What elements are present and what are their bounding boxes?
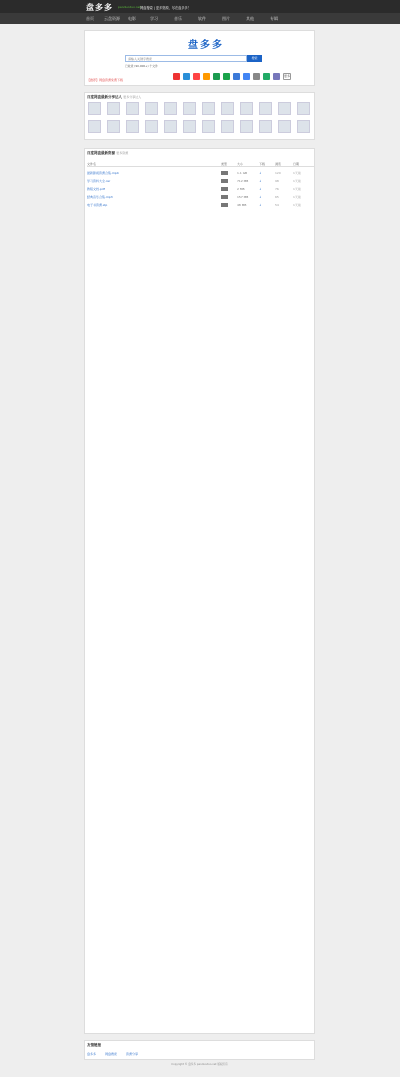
table-row <box>87 177 314 185</box>
avatar[interactable] <box>126 102 139 115</box>
file-name-link[interactable]: 学习资料大全.rar <box>87 179 111 183</box>
col-name: 文件名 <box>87 162 97 166</box>
avatar[interactable] <box>145 120 158 133</box>
avatar[interactable] <box>259 120 272 133</box>
main-nav <box>0 13 400 24</box>
avatar[interactable] <box>183 102 196 115</box>
nav-item-album[interactable]: 专辑 <box>270 16 278 21</box>
site-logo[interactable]: 盘多多 <box>86 3 113 12</box>
table-row <box>87 193 314 201</box>
avatar[interactable] <box>88 120 101 133</box>
search-brand: 盘多多 <box>188 40 224 51</box>
nav-item-home[interactable]: 首页 <box>86 16 94 21</box>
avatar[interactable] <box>278 102 291 115</box>
download-icon[interactable]: ↓ <box>259 179 262 183</box>
site-domain: panduoduo.net <box>118 5 141 9</box>
avatar[interactable] <box>164 102 177 115</box>
file-size: 157 MB <box>237 195 249 199</box>
search-button[interactable]: 搜索 <box>247 55 262 62</box>
index-stats: 已收录 (90,000+) 个文件 <box>125 64 158 68</box>
avatar[interactable] <box>183 120 196 133</box>
download-icon[interactable]: ↓ <box>259 195 262 199</box>
users-panel-title <box>87 95 141 100</box>
share-date: 1天前 <box>293 179 301 183</box>
search-panel <box>84 30 315 86</box>
col-download: 下载 <box>259 162 266 166</box>
nav-item-other[interactable]: 其他 <box>246 16 254 21</box>
kaixin-icon[interactable] <box>233 73 240 80</box>
zhuomian-icon[interactable] <box>253 73 260 80</box>
users-panel <box>84 92 315 140</box>
share-date: 1天前 <box>293 187 301 191</box>
file-type-icon <box>221 203 228 207</box>
file-name-link[interactable]: 电子书资源.zip <box>87 203 108 207</box>
avatar[interactable] <box>202 102 215 115</box>
nav-item-study[interactable]: 学习 <box>150 16 158 21</box>
avatar[interactable] <box>126 120 139 133</box>
resource-list-panel <box>84 148 315 1034</box>
file-type-icon <box>221 179 228 183</box>
col-date: 日期 <box>293 162 300 166</box>
weibo-icon[interactable] <box>193 73 200 80</box>
col-type: 类型 <box>221 162 228 166</box>
friend-link[interactable]: 资源分享 <box>125 1052 138 1056</box>
file-size: 2 MB <box>237 187 245 191</box>
list-title-text: 百度网盘最新资源 <box>87 151 115 155</box>
tieba-icon[interactable] <box>263 73 270 80</box>
weixin-icon[interactable] <box>183 73 190 80</box>
nav-item-software[interactable]: 软件 <box>198 16 206 21</box>
avatar[interactable] <box>278 120 291 133</box>
file-size: 712 MB <box>237 179 249 183</box>
douban-icon[interactable] <box>223 73 230 80</box>
copyright: Copyright © 盘多多 panduoduo.net 版权所有 <box>171 1063 228 1066</box>
footer-panel <box>84 1040 315 1060</box>
download-icon[interactable]: ↓ <box>259 187 262 191</box>
file-size: 1.1 GB <box>237 171 248 175</box>
file-type-icon <box>221 171 228 175</box>
avatar[interactable] <box>240 102 253 115</box>
taobao-icon[interactable] <box>203 73 210 80</box>
table-header <box>87 161 314 167</box>
view-count: 76 <box>275 187 279 191</box>
avatar[interactable] <box>202 120 215 133</box>
friend-link[interactable]: 网盘搜索 <box>104 1052 117 1056</box>
avatar[interactable] <box>145 102 158 115</box>
download-icon[interactable]: ↓ <box>259 203 262 207</box>
nav-item-cloud[interactable]: 云盘资源 <box>104 16 120 21</box>
nav-item-music[interactable]: 音乐 <box>174 16 182 21</box>
friend-links <box>87 1052 146 1056</box>
avatar[interactable] <box>240 120 253 133</box>
table-row <box>87 169 314 177</box>
share-date: 1天前 <box>293 195 301 199</box>
notice-link[interactable]: 【推荐】网盘资源免费下载 <box>87 78 124 82</box>
baidu-icon[interactable] <box>243 73 250 80</box>
view-count: 65 <box>275 195 279 199</box>
avatar[interactable] <box>164 120 177 133</box>
avatar[interactable] <box>259 102 272 115</box>
file-type-icon <box>221 195 228 199</box>
list-panel-title <box>87 151 128 156</box>
nav-item-image[interactable]: 图片 <box>222 16 230 21</box>
file-name-link[interactable]: 经典音乐合集.mp3 <box>87 195 113 199</box>
slogan: 网盘搜索 | 更多资源，尽在盘多多！ <box>140 6 191 10</box>
avatar[interactable] <box>297 102 310 115</box>
table-row <box>87 185 314 193</box>
download-icon[interactable]: ↓ <box>259 171 262 175</box>
avatar[interactable] <box>221 120 234 133</box>
file-name-link[interactable]: 最新影视资源合集.mp4 <box>87 171 119 175</box>
list-more-link[interactable]: 更多资源 <box>116 151 129 155</box>
more-label[interactable]: 更多 <box>284 74 291 78</box>
view-count: 98 <box>275 179 279 183</box>
col-hits: 浏览 <box>275 162 282 166</box>
nav-item-movie[interactable]: 电影 <box>128 16 136 21</box>
users-title-text: 百度网盘最新分享达人 <box>87 95 122 99</box>
avatar[interactable] <box>107 120 120 133</box>
friend-link[interactable]: 盘多多 <box>87 1052 97 1056</box>
share-date: 1天前 <box>293 203 301 207</box>
top-bar <box>0 0 400 13</box>
search-input[interactable] <box>125 55 247 62</box>
renren-icon[interactable] <box>213 73 220 80</box>
table-row <box>87 201 314 209</box>
avatar[interactable] <box>88 102 101 115</box>
more-icon[interactable] <box>273 73 280 80</box>
file-type-icon <box>221 187 228 191</box>
avatar[interactable] <box>297 120 310 133</box>
view-count: 54 <box>275 203 279 207</box>
col-size: 大小 <box>237 162 244 166</box>
share-date: 1天前 <box>293 171 301 175</box>
view-count: 120 <box>275 171 281 175</box>
file-size: 48 MB <box>237 203 247 207</box>
users-more-link[interactable]: 更多分享达人 <box>123 95 142 99</box>
avatar[interactable] <box>107 102 120 115</box>
footer-title: 友情链接 <box>87 1043 101 1047</box>
qq-icon[interactable] <box>173 73 180 80</box>
file-name-link[interactable]: 教程文档.pdf <box>87 187 105 191</box>
avatar[interactable] <box>221 102 234 115</box>
